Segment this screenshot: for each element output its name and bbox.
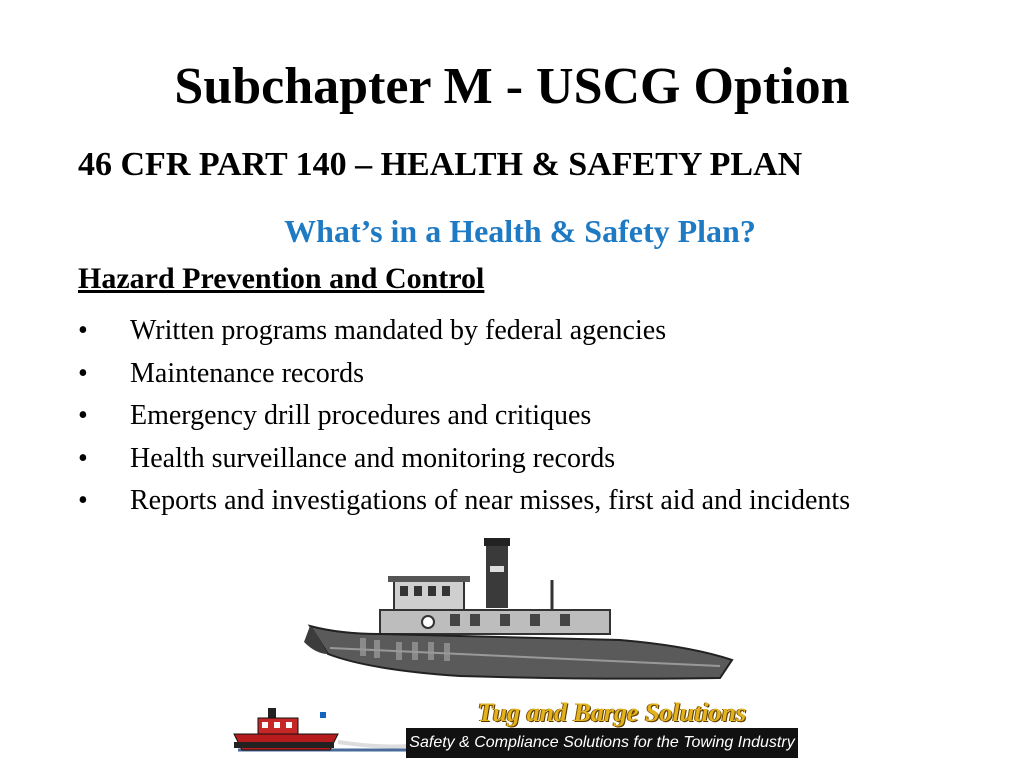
list-item — [78, 395, 958, 438]
tugboat-photo — [300, 530, 740, 690]
logo-name: Tug and Barge Solutions — [477, 698, 747, 727]
bullet-icon: • — [78, 400, 88, 431]
list-item — [78, 310, 958, 353]
bullet-icon: • — [78, 442, 88, 474]
list-item-text: Health surveillance and monitoring records — [130, 442, 616, 474]
bullet-icon: • — [78, 485, 88, 516]
bullet-list — [78, 310, 958, 523]
list-item-text: Maintenance records — [130, 357, 364, 389]
slide-subtitle: 46 CFR PART 140 – HEALTH & SAFETY PLAN — [78, 146, 803, 183]
list-item — [78, 480, 958, 523]
bullet-icon: • — [78, 357, 88, 389]
list-item-text: Reports and investigations of near misses, first aid and incidents — [130, 485, 851, 516]
list-item-text: Emergency drill procedures and critiques — [130, 400, 592, 431]
section-heading: Hazard Prevention and Control — [78, 262, 485, 295]
question-heading: What’s in a Health & Safety Plan? — [284, 213, 756, 249]
list-item — [78, 438, 958, 481]
smokestack — [486, 538, 508, 608]
list-item — [78, 353, 958, 396]
bullet-icon: • — [78, 315, 88, 346]
list-item-text: Written programs mandated by federal agencies — [130, 315, 667, 346]
slide-title: Subchapter M - USCG Option — [174, 58, 850, 115]
logo-tagline: Safety & Compliance Solutions for the Towing Industry — [406, 728, 798, 758]
